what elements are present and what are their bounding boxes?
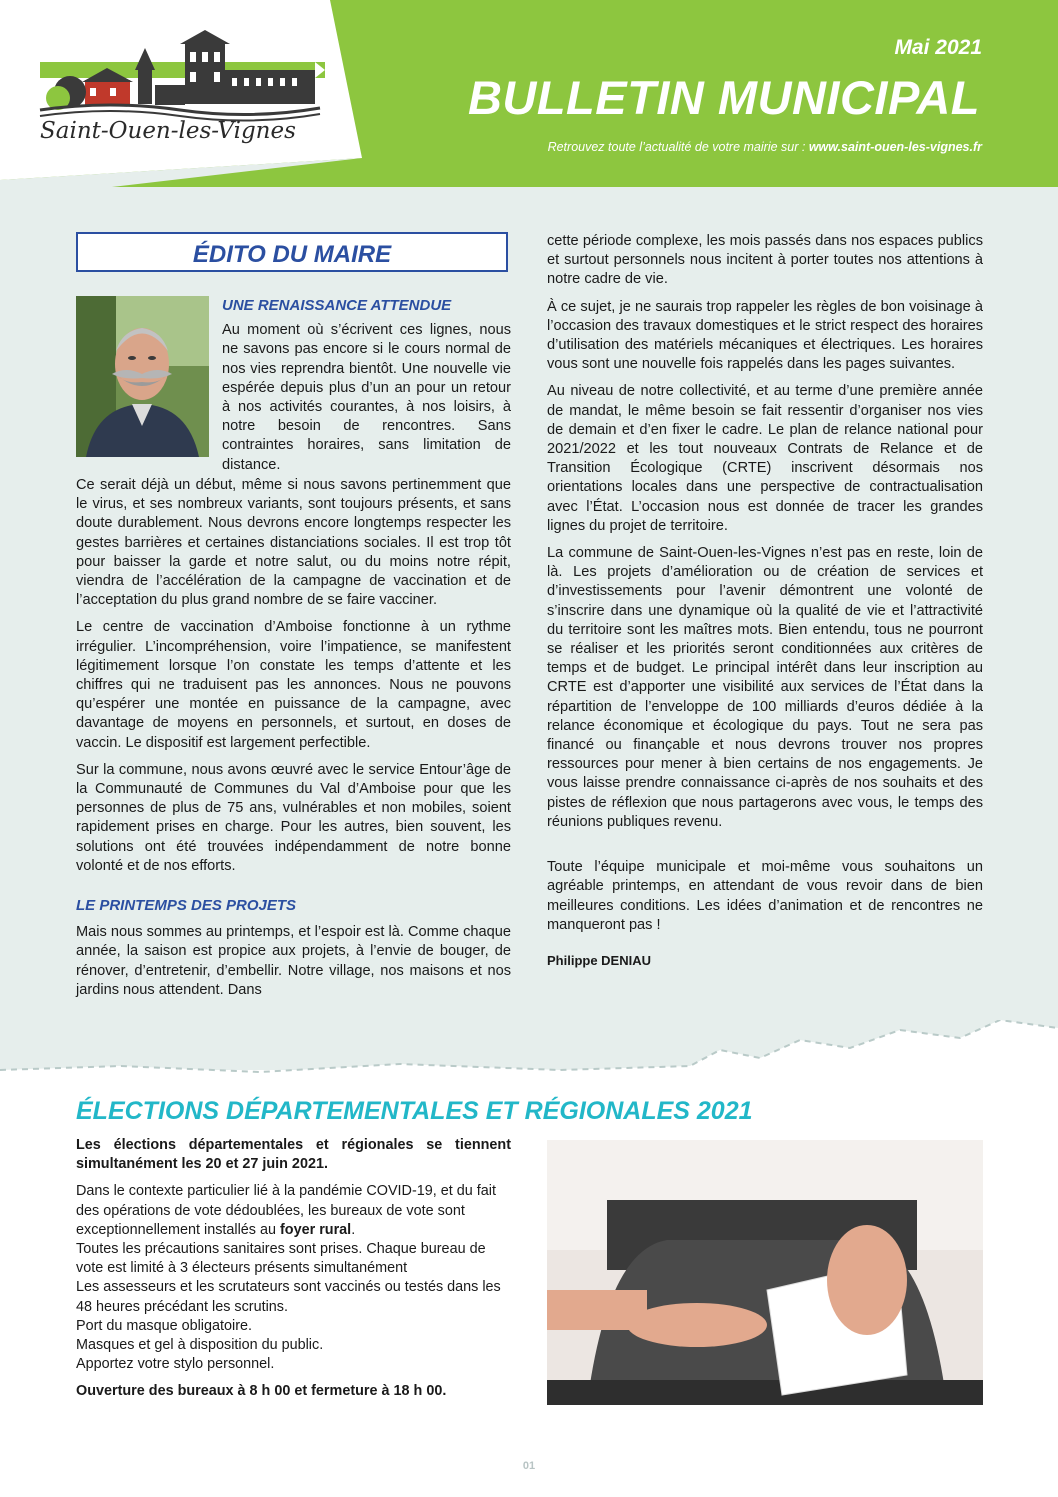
edito-paragraph: Le centre de vaccination d’Amboise fonctionne à un rythme irrégulier. L’incompréhension, voire l’impatience, se manifestent légitimement lorsque l’on constate les temps d’attente et les chiffres qui ne traduisent pas les annonces. Nous ne pouvons qu’espérer une montée en puissance de la campagne, avec davantage de moyens en personnels, et surtout, en doses de vaccin. Le dispositif est largement perfectible. xyxy=(76,619,511,751)
edito-paragraph: cette période complexe, les mois passés dans nos espaces publics et surtout personnels nous incitent à porter toutes nos attentions à notre cadre de vie. xyxy=(547,233,983,288)
elections-line: Port du masque obligatoire. xyxy=(76,1317,252,1334)
torn-divider xyxy=(0,1020,1058,1080)
edito-right-column xyxy=(547,232,983,970)
edito-left-column xyxy=(76,476,511,1008)
edito-paragraph: Au niveau de notre collectivité, et au terme d’une première année de mandat, le même besoin se fait ressentir d’organiser nos vies de demain et d’en fixer le cadre. Le plan de relance national pour 2021/2022 et les tout nouveaux Contrats de Relance et de Transition Écologique (CRTE) inscrivent désormais nos orientations locales dans une perspective de contractualisation avec l’État. L’occasion nous est donnée de tracer les grandes lignes du projet de territoire. xyxy=(547,383,983,534)
subtitle-prefix: Retrouvez toute l’actualité de votre mairie sur : xyxy=(547,140,809,154)
mayor-photo xyxy=(76,296,209,457)
elections-body xyxy=(76,1182,511,1240)
edito-paragraph: Sur la commune, nous avons œuvré avec le service Entour’âge de la Communauté de Communes du Val d’Amboise pour que les personnes de plus de 75 ans, vulnérables et non mobiles, soient rapidement prises en charge. Pour les autres, bien souvent, les solutions ont été trouvées indépendamment de notre bonne volonté et de nos efforts. xyxy=(76,761,511,874)
body-prefix: Dans le contexte particulier lié à la pandémie COVID-19, et du fait des opérations de vote dédoublées, les bureaux de vote sont exceptionnellement installés au xyxy=(76,1183,496,1238)
edito-paragraph: À ce sujet, je ne saurais trop rappeler les règles de bon voisinage à l’occasion des travaux domestiques et le strict respect des horaires d’utilisation des matériels mécaniques et électriques. Les horaires vous sont une nouvelle fois rappelés dans les pages suivantes. xyxy=(547,298,983,373)
intro-paragraph: Au moment où s’écrivent ces lignes, nous ne savons pas encore si le cours normal de nos vies reprendra bientôt. Une nouvelle vie espérée depuis plus d’un an pour un retour à nos activités courantes, à nos loisirs, à notre besoin de rencontres. Sans contraintes horaires, sans limitation de distance. xyxy=(222,322,511,473)
elections-line: Toutes les précautions sanitaires sont prises. Chaque bureau de vote est limité à 3 électeurs présents simultanément xyxy=(76,1241,486,1277)
body-suffix: . xyxy=(351,1221,356,1238)
website-link[interactable]: www.saint-ouen-les-vignes.fr xyxy=(808,140,982,154)
bulletin-title: BULLETIN MUNICIPAL xyxy=(467,71,980,124)
elections-lead: Les élections départementales et régionales se tiennent simultanément les 20 et 27 juin 2021. xyxy=(76,1137,511,1173)
elections-line: Masques et gel à disposition du public. xyxy=(76,1337,324,1354)
section-title-renaissance: UNE RENAISSANCE ATTENDUE xyxy=(222,297,452,314)
header-subtitle xyxy=(548,140,982,154)
body-bold: foyer rural xyxy=(280,1221,352,1238)
edito-title-box xyxy=(76,232,508,272)
logo-text: Saint-Ouen-les-Vignes xyxy=(40,118,296,144)
section-title-printemps: LE PRINTEMPS DES PROJETS xyxy=(76,897,297,915)
edito-paragraph: La commune de Saint-Ouen-les-Vignes n’est pas en reste, loin de là. Les projets d’amélioration ou de création de services et d’investissements pour l’avenir démontrent une volonté de s’inscrire dans une dynamique où la qualité de vie et l’attractivité du territoire sont les maîtres mots. Bien entendu, tous ne pourront se réaliser et les priorités seront conditionnées aux critères de temps et de budget. Le principal intérêt dans leur inscription au CRTE est d’apporter une visibilité aux services de l’État dans la répartition de l’enveloppe de 100 milliards d’euros dédiée à la relance économique et écologique du pays. Tout ne sera pas financé ou finançable et nous devrons trouver nos propres ressources pour mener à bien certains de nos engagements. Je vous laisse prendre connaissance ci-après de nos souhaits et des pistes de réflexion que nous partagerons avec vous, le temps des réunions publiques revenu. xyxy=(547,545,983,830)
elections-title: ÉLECTIONS DÉPARTEMENTALES ET RÉGIONALES 2021 xyxy=(76,1097,753,1125)
elections-line: Les assesseurs et les scrutateurs sont vaccinés ou testés dans les 48 heures précédant les scrutins. xyxy=(76,1279,501,1315)
edito-intro xyxy=(222,296,511,475)
edito-title: ÉDITO DU MAIRE xyxy=(192,241,392,268)
signature: Philippe DENIAU xyxy=(547,952,652,968)
elections-line: Apportez votre stylo personnel. xyxy=(76,1356,275,1373)
elections-hours: Ouverture des bureaux à 8 h 00 et fermeture à 18 h 00. xyxy=(76,1383,447,1400)
issue-date: Mai 2021 xyxy=(894,36,982,59)
page-number: 01 xyxy=(522,1460,536,1472)
edito-paragraph: Mais nous sommes au printemps, et l’espoir est là. Comme chaque année, la saison est propice aux projets, à l’envie de bouger, de rénover, d’entretenir, d’embellir. Notre village, nos maisons et nos jardins nous attendent. Dans xyxy=(76,924,511,998)
ballot-photo xyxy=(547,1140,983,1405)
elections-text xyxy=(76,1136,511,1410)
edito-paragraph: Ce serait déjà un début, même si nous savons pertinemment que le virus, et ses nombreux variants, sont toujours présents, et sans doute durablement. Nous devrons encore longtemps respecter les gestes barrières et certaines distanciations sociales. Il est trop tôt pour baisser la garde et notre salut, ou du moins notre répit, viendra de l’accélération de la campagne de vaccination et de l’acceptation du plus grand nombre de se faire vacciner. xyxy=(76,477,511,609)
closing-paragraph: Toute l’équipe municipale et moi-même vous souhaitons un agréable printemps, en attendant de vous revoir dans de bien meilleures conditions. Les idées d’animation et de rencontres ne manqueront pas ! xyxy=(547,859,983,933)
